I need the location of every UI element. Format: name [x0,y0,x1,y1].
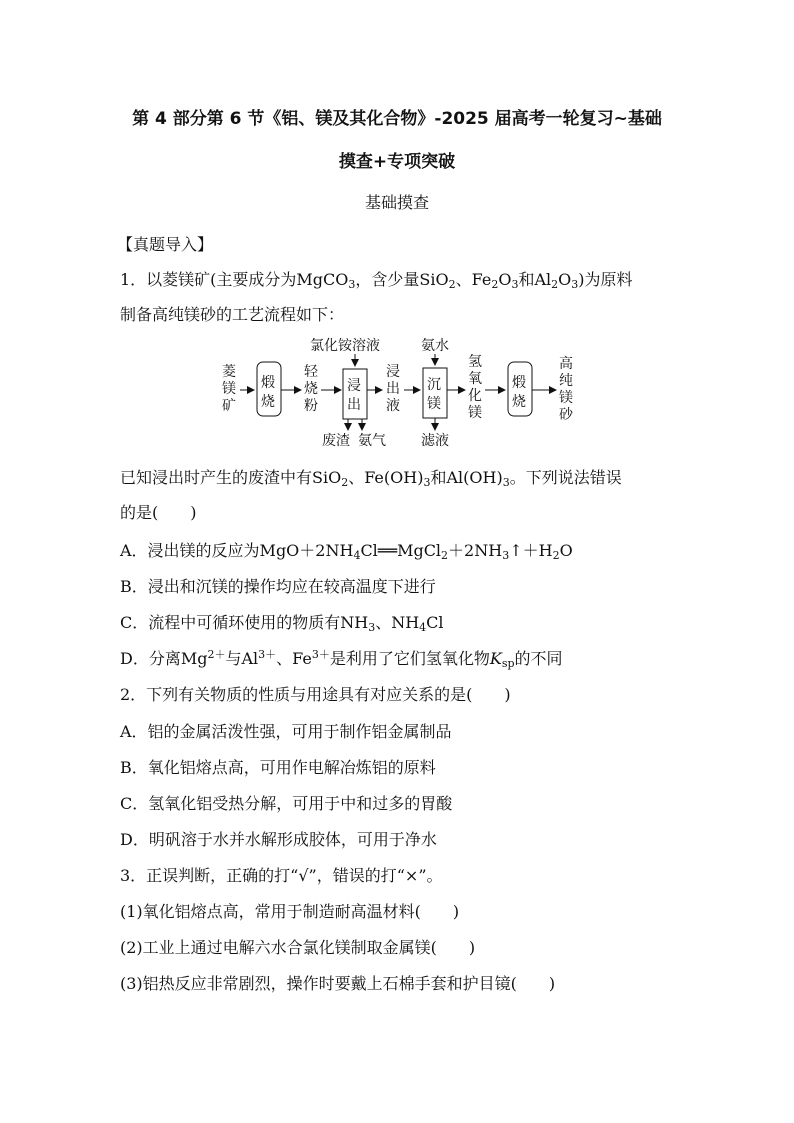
svg-text:轻: 轻 [304,364,318,380]
q1-option-c: C．流程中可循环使用的物质有$NH_3$、$NH_4Cl$ [120,613,444,634]
section-subtitle: 基础摸查 [364,193,429,212]
process-flow-diagram [200,332,600,452]
waste-residue-output: 废渣 [322,433,350,449]
q3-item-3: (3)铝热反应非常剧烈，操作时要戴上石棉手套和护目镜( ) [120,974,556,993]
page-title-line2: 摸查+专项突破 [338,152,456,172]
q2-stem: 2．下列有关物质的性质与用途具有对应关系的是( ) [120,685,511,704]
svg-text:镁: 镁 [222,381,236,397]
q2-option-c: C．氢氧化铝受热分解，可用于中和过多的胃酸 [120,794,453,813]
svg-text:液: 液 [386,398,400,414]
precipitate-box-label: 沉 [427,377,441,393]
svg-text:矿: 矿 [222,398,236,414]
q3-stem: 3．正误判断，正确的打“√”，错误的打“×”。 [120,866,443,885]
section-heading: 【真题导入】 [117,235,214,254]
svg-text:烧: 烧 [304,381,318,397]
svg-text:氢: 氢 [468,354,482,370]
svg-text:烧: 烧 [512,394,526,410]
svg-text:纯: 纯 [559,373,573,389]
flow-light-calcined-powder [304,364,319,414]
flow-end-label [559,355,574,423]
q3-item-1: (1)氧化铝熔点高，常用于制造耐高温材料( ) [120,902,460,921]
page-title-line1: 第 4 部分第 6 节《铝、镁及其化合物》-2025 届高考一轮复习~基础 [132,109,662,129]
flow-leachate [386,364,400,414]
svg-text:粉: 粉 [304,398,318,414]
q1-option-b: B．浸出和沉镁的操作均应在较高温度下进行 [120,577,436,596]
q3-item-2: (2)工业上通过电解六水合氯化镁制取金属镁( ) [120,938,476,957]
flow-magnesium-hydroxide [468,354,482,421]
q1-intro-line2: 制备高纯镁砂的工艺流程如下： [120,305,345,324]
ammonium-chloride-reagent: 氯化铵溶液 [310,338,380,354]
calcine-box-1-label: 煅 [261,375,275,391]
q1-known-line2: 的是( ) [120,503,197,522]
svg-text:氧: 氧 [468,371,482,387]
svg-text:出: 出 [386,381,400,397]
svg-text:高: 高 [559,356,573,372]
q1-intro-line1: 1．以菱镁矿(主要成分为MgCO$_3$，含少量SiO$_2$、$Fe_2O_3$和$Al_2O_3$)为原料 [120,270,633,291]
flow-start-label [222,363,236,414]
ammonia-gas-output: 氨气 [358,433,386,449]
q2-option-a: A．铝的金属活泼性强，可用于制作铝金属制品 [120,722,452,741]
q1-known-line1: 已知浸出时产生的废渣中有SiO$_2$、$Fe(OH)_3$和$Al(OH)_3$。下列说法错误 [120,468,622,489]
svg-text:化: 化 [468,388,482,404]
svg-text:出: 出 [347,397,361,413]
svg-text:菱: 菱 [222,364,236,380]
q2-option-b: B．氧化铝熔点高，可用作电解冶炼铝的原料 [120,758,436,777]
q1-option-d: D．分离$Mg^{2+}$与$Al^{3+}$、$Fe^{3+}$是利用了它们氢氧化物$K_{sp}$的不同 [120,648,563,670]
svg-text:烧: 烧 [261,394,275,410]
leach-box-label: 浸 [347,378,361,394]
calcine-box-2-label: 煅 [512,375,526,391]
svg-text:镁: 镁 [468,405,482,421]
ammonia-water-reagent: 氨水 [421,338,449,354]
svg-text:浸: 浸 [386,364,400,380]
svg-text:镁: 镁 [427,396,441,412]
q1-option-a: A．浸出镁的反应为$MgO+2NH_4Cl══MgCl_2+2NH_3↑+H_2O$ [120,541,573,562]
filtrate-output: 滤液 [421,433,449,449]
svg-text:砂: 砂 [559,407,573,423]
q2-option-d: D．明矾溶于水并水解形成胶体，可用于净水 [120,830,437,849]
svg-text:镁: 镁 [559,390,573,406]
